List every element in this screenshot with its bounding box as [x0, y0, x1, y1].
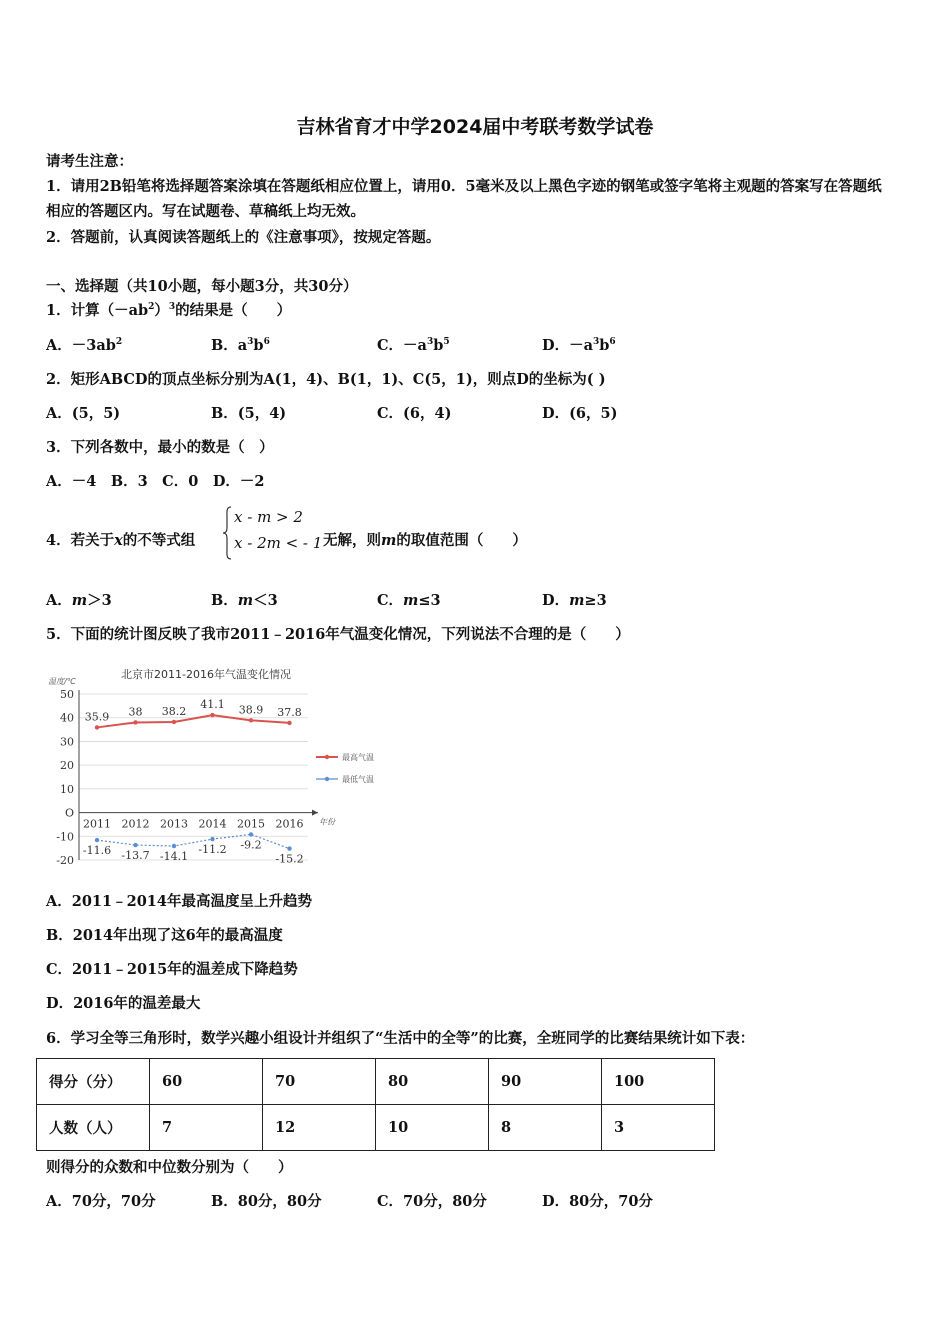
q1-exp-outer: 3 [168, 302, 176, 312]
table-cell: 60 [150, 1059, 263, 1105]
y-tick-label: O [64, 806, 74, 820]
notice-item-2: 2．答题前，认真阅读答题纸上的《注意事项》，按规定答题。 [46, 229, 441, 246]
q4-c-rel: ≤3 [418, 592, 441, 609]
page-title: 吉林省育才中学2024届中考联考数学试卷 [296, 116, 654, 138]
inequality-2: x - 2m < - 1 [234, 534, 323, 552]
data-point [210, 837, 214, 841]
q6-question: 则得分的众数和中位数分别为（ ） [46, 1159, 293, 1176]
q4-c-pre: C． [377, 592, 404, 609]
q1-option-a[interactable] [46, 336, 122, 356]
q2-option-b[interactable]: B．(5，4) [211, 405, 287, 422]
table-cell: 得分（分） [37, 1059, 150, 1105]
data-label: -9.2 [240, 838, 262, 852]
q1-d-mid: b [599, 337, 610, 354]
q1-d-sup1: 3 [592, 337, 600, 347]
table-cell: 人数（人） [37, 1105, 150, 1151]
table-row [37, 1059, 715, 1105]
q4-d-var: m [569, 592, 585, 609]
q1-c-mid: b [433, 337, 444, 354]
q1-option-b[interactable] [211, 336, 270, 356]
legend-marker-icon [325, 777, 329, 781]
data-point [287, 846, 291, 850]
q4-a-rel: ＞3 [87, 592, 112, 609]
q1-b-sup1: 3 [247, 337, 254, 347]
data-point [172, 720, 176, 724]
data-label: -14.1 [159, 850, 189, 864]
q4-option-c[interactable] [377, 591, 441, 611]
table-cell: 100 [602, 1059, 715, 1105]
data-label: -15.2 [275, 852, 304, 866]
data-label: -11.6 [82, 844, 112, 858]
q4-option-b[interactable] [211, 591, 278, 611]
q6-option-b[interactable]: B．80分，80分 [211, 1193, 322, 1210]
data-point [133, 843, 137, 847]
y-axis-label: 温度/℃ [48, 677, 76, 686]
notice-item-1: 1．请用2B铅笔将选择题答案涂填在答题纸相应位置上，请用0．5毫米及以上黑色字迹的钢笔或签字笔将主观题的答案写在答题纸相应的答题区内。写在试题卷、草稿纸上均无效。 [46, 178, 882, 220]
x-tick-label: 2014 [198, 817, 227, 831]
q2-option-c[interactable]: C．(6，4) [377, 405, 452, 422]
q5-option-c[interactable]: C．2011﹣2015年的温差成下降趋势 [46, 961, 298, 978]
q4-b-pre: B． [211, 592, 238, 609]
y-tick-label: 10 [60, 782, 74, 796]
q4-a-pre: A． [46, 592, 72, 609]
data-point [133, 720, 137, 724]
data-label: -11.2 [198, 843, 227, 857]
x-axis-label: 年份 [319, 817, 335, 827]
y-tick-label: 50 [60, 688, 74, 701]
data-point [172, 844, 176, 848]
data-point [210, 713, 214, 717]
table-cell: 3 [602, 1105, 715, 1151]
q6-option-a[interactable]: A．70分，70分 [46, 1193, 156, 1210]
legend-label: 最低气温 [342, 775, 374, 784]
q1-option-d[interactable] [542, 336, 616, 356]
q1-c-sup2: 5 [443, 337, 450, 347]
y-tick-label: -20 [56, 854, 74, 867]
q4-b-var: m [237, 592, 254, 609]
q1-a-sup: 2 [115, 337, 123, 347]
legend-marker-icon [325, 755, 329, 759]
score-table [36, 1058, 715, 1151]
q2-option-d[interactable]: D．(6，5) [542, 405, 618, 422]
q4-a-var: m [71, 592, 88, 609]
y-tick-label: 40 [60, 711, 74, 725]
table-cell: 12 [263, 1105, 376, 1151]
data-label: 35.9 [84, 710, 110, 724]
q4-stem-post1: 无解，则 [323, 532, 381, 549]
notice-heading: 请考生注意： [46, 153, 133, 170]
q1-stem-mid: ） [154, 302, 169, 319]
q6-option-d[interactable]: D．80分，70分 [542, 1193, 653, 1210]
table-cell: 80 [376, 1059, 489, 1105]
table-cell: 70 [263, 1059, 376, 1105]
q3-stem: 3．下列各数中，最小的数是（ ） [46, 439, 274, 456]
table-row [37, 1105, 715, 1151]
q5-option-b[interactable]: B．2014年出现了这6年的最高温度 [46, 927, 283, 944]
q1-exp-inner: 2 [148, 302, 155, 312]
q4-var-m: m [381, 532, 397, 549]
table-cell: 90 [489, 1059, 602, 1105]
q4-stem-tail [323, 531, 527, 551]
q4-var-x: x [114, 532, 123, 549]
q1-b-mid: b [253, 337, 264, 354]
data-label: 38.2 [161, 704, 187, 718]
legend-label: 最高气温 [342, 753, 374, 762]
y-tick-label: -10 [56, 830, 74, 844]
inequality-1: x - m > 2 [234, 508, 303, 526]
table-cell: 7 [150, 1105, 263, 1151]
data-point [249, 832, 253, 836]
q1-c-pre: C．－a [377, 337, 427, 354]
q1-d-sup2: 6 [609, 337, 616, 347]
q1-a-text: A．－3ab [46, 337, 116, 354]
q2-stem: 2．矩形ABCD的顶点坐标分别为A(1，4)、B(1，1)、C(5，1)，则点D的坐标为( ) [46, 371, 606, 388]
q5-option-a[interactable]: A．2011﹣2014年最高温度呈上升趋势 [46, 893, 312, 910]
q4-stem-lead [46, 531, 195, 551]
q1-stem-post: 的结果是（ ） [175, 302, 292, 319]
q3-options[interactable]: A．－4 B．3 C．0 D．－2 [46, 473, 265, 490]
q4-d-rel: ≥3 [584, 592, 607, 609]
x-tick-label: 2015 [237, 817, 265, 831]
data-point [95, 838, 99, 842]
temperature-line-chart [46, 662, 386, 872]
x-tick-label: 2012 [121, 817, 150, 831]
x-axis-arrow-icon [312, 810, 318, 816]
y-tick-label: 20 [60, 759, 74, 773]
y-tick-label: 30 [60, 735, 74, 749]
table-cell: 10 [376, 1105, 489, 1151]
q4-d-pre: D． [542, 592, 570, 609]
section-heading: 一、选择题（共10小题，每小题3分，共30分） [46, 278, 358, 295]
data-label: 37.8 [277, 705, 302, 719]
q5-option-d[interactable]: D．2016年的温差最大 [46, 995, 201, 1012]
data-label: -13.7 [121, 849, 150, 863]
data-label: 38.9 [238, 703, 264, 717]
x-tick-label: 2013 [160, 817, 188, 831]
data-label: 41.1 [200, 698, 225, 712]
q4-stem-post2: 的取值范围（ ） [396, 532, 527, 549]
q1-stem-pre: 1．计算（－ab [46, 302, 149, 319]
x-tick-label: 2016 [275, 817, 304, 831]
data-point [249, 718, 253, 722]
q4-option-a[interactable] [46, 591, 112, 611]
q4-b-rel: ＜3 [253, 592, 278, 609]
q1-b-pre: B．a [211, 337, 248, 354]
left-brace-icon [222, 506, 232, 560]
max-temp-line [97, 715, 290, 727]
chart-title: 北京市2011-2016年气温变化情况 [121, 668, 291, 681]
q6-stem: 6．学习全等三角形时，数学兴趣小组设计并组织了“生活中的全等”的比赛，全班同学的比赛结果统计如下表： [46, 1030, 755, 1047]
q6-option-c[interactable]: C．70分，80分 [377, 1193, 487, 1210]
q4-stem-mid: 的不等式组 [122, 532, 196, 549]
q1-stem [46, 301, 291, 321]
q5-stem: 5．下面的统计图反映了我市2011﹣2016年气温变化情况，下列说法不合理的是（ ） [46, 626, 630, 643]
q1-d-pre: D．－a [542, 337, 593, 354]
q4-option-d[interactable] [542, 591, 607, 611]
x-tick-label: 2011 [83, 817, 111, 831]
table-cell: 8 [489, 1105, 602, 1151]
inequality-system [222, 506, 332, 560]
data-label: 38 [128, 705, 143, 719]
data-point [287, 721, 291, 725]
q4-stem-pre: 4．若关于 [46, 532, 115, 549]
q4-c-var: m [403, 592, 419, 609]
q2-option-a[interactable]: A．(5，5) [46, 405, 121, 422]
q1-option-c[interactable] [377, 336, 450, 356]
data-point [95, 725, 99, 729]
q1-b-sup2: 6 [263, 337, 270, 347]
q1-c-sup1: 3 [426, 337, 434, 347]
